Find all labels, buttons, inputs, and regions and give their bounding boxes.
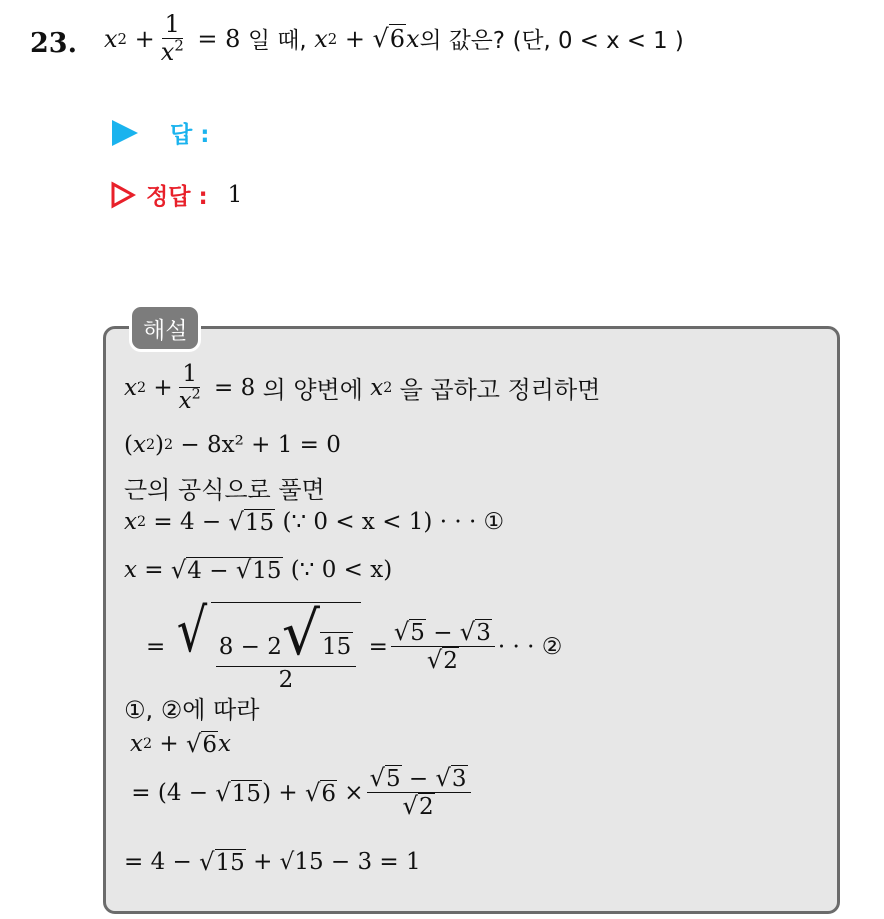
answer-row [112,116,209,149]
question-number: 23. [30,28,77,59]
solution-line-2: ( x 2 ) 2 − 8x² + 1 = 0 [124,432,341,458]
question-text: x 2 + $\frac{1}{x^2}$ = 8 일 때, x 2 + √6 x 의 값은? (단, 0 < x < 1 ) [104,10,684,67]
question-ask: 의 값은? [419,28,505,55]
solution-tag: 해설 [129,304,201,352]
correct-answer-value: 1 [227,181,243,208]
correct-answer-row [110,178,242,211]
solution-line-9: = (4 − √15 ) + √6 × $\frac{√5 - √3}{√2}$ [124,766,474,820]
solution-line-6: = √ $\frac{8 - 2√15}{2}$ = $\frac{√5 - √3}{√2}$ · · · ② [146,596,563,693]
question-range: (단, 0 < x < 1 ) [512,28,684,55]
solution-line-7: ①, ②에 따라 [124,696,260,724]
outline-play-icon [110,181,136,209]
solution-line-3: 근의 공식으로 풀면 [124,476,325,504]
solution-line-10: = 4 − √15 + √15 − 3 = 1 [124,848,421,876]
correct-answer-label: 정답 : [146,184,208,210]
solution-line-8: x 2 + √6 x [130,730,231,758]
answer-label: 답 : [170,122,210,148]
solution-line-1: x 2 + $\frac{1}{x^2}$ = 8 의 양변에 x 2 을 곱하고 정리하면 [124,361,601,415]
solution-line-5: x = √4 − √15 (∵ 0 < x) [124,556,393,584]
solution-line-4: x 2 = 4 − √15 (∵ 0 < x < 1) · · · ① [124,508,505,536]
question-condition: 일 때, [248,28,307,55]
play-icon [112,120,138,146]
